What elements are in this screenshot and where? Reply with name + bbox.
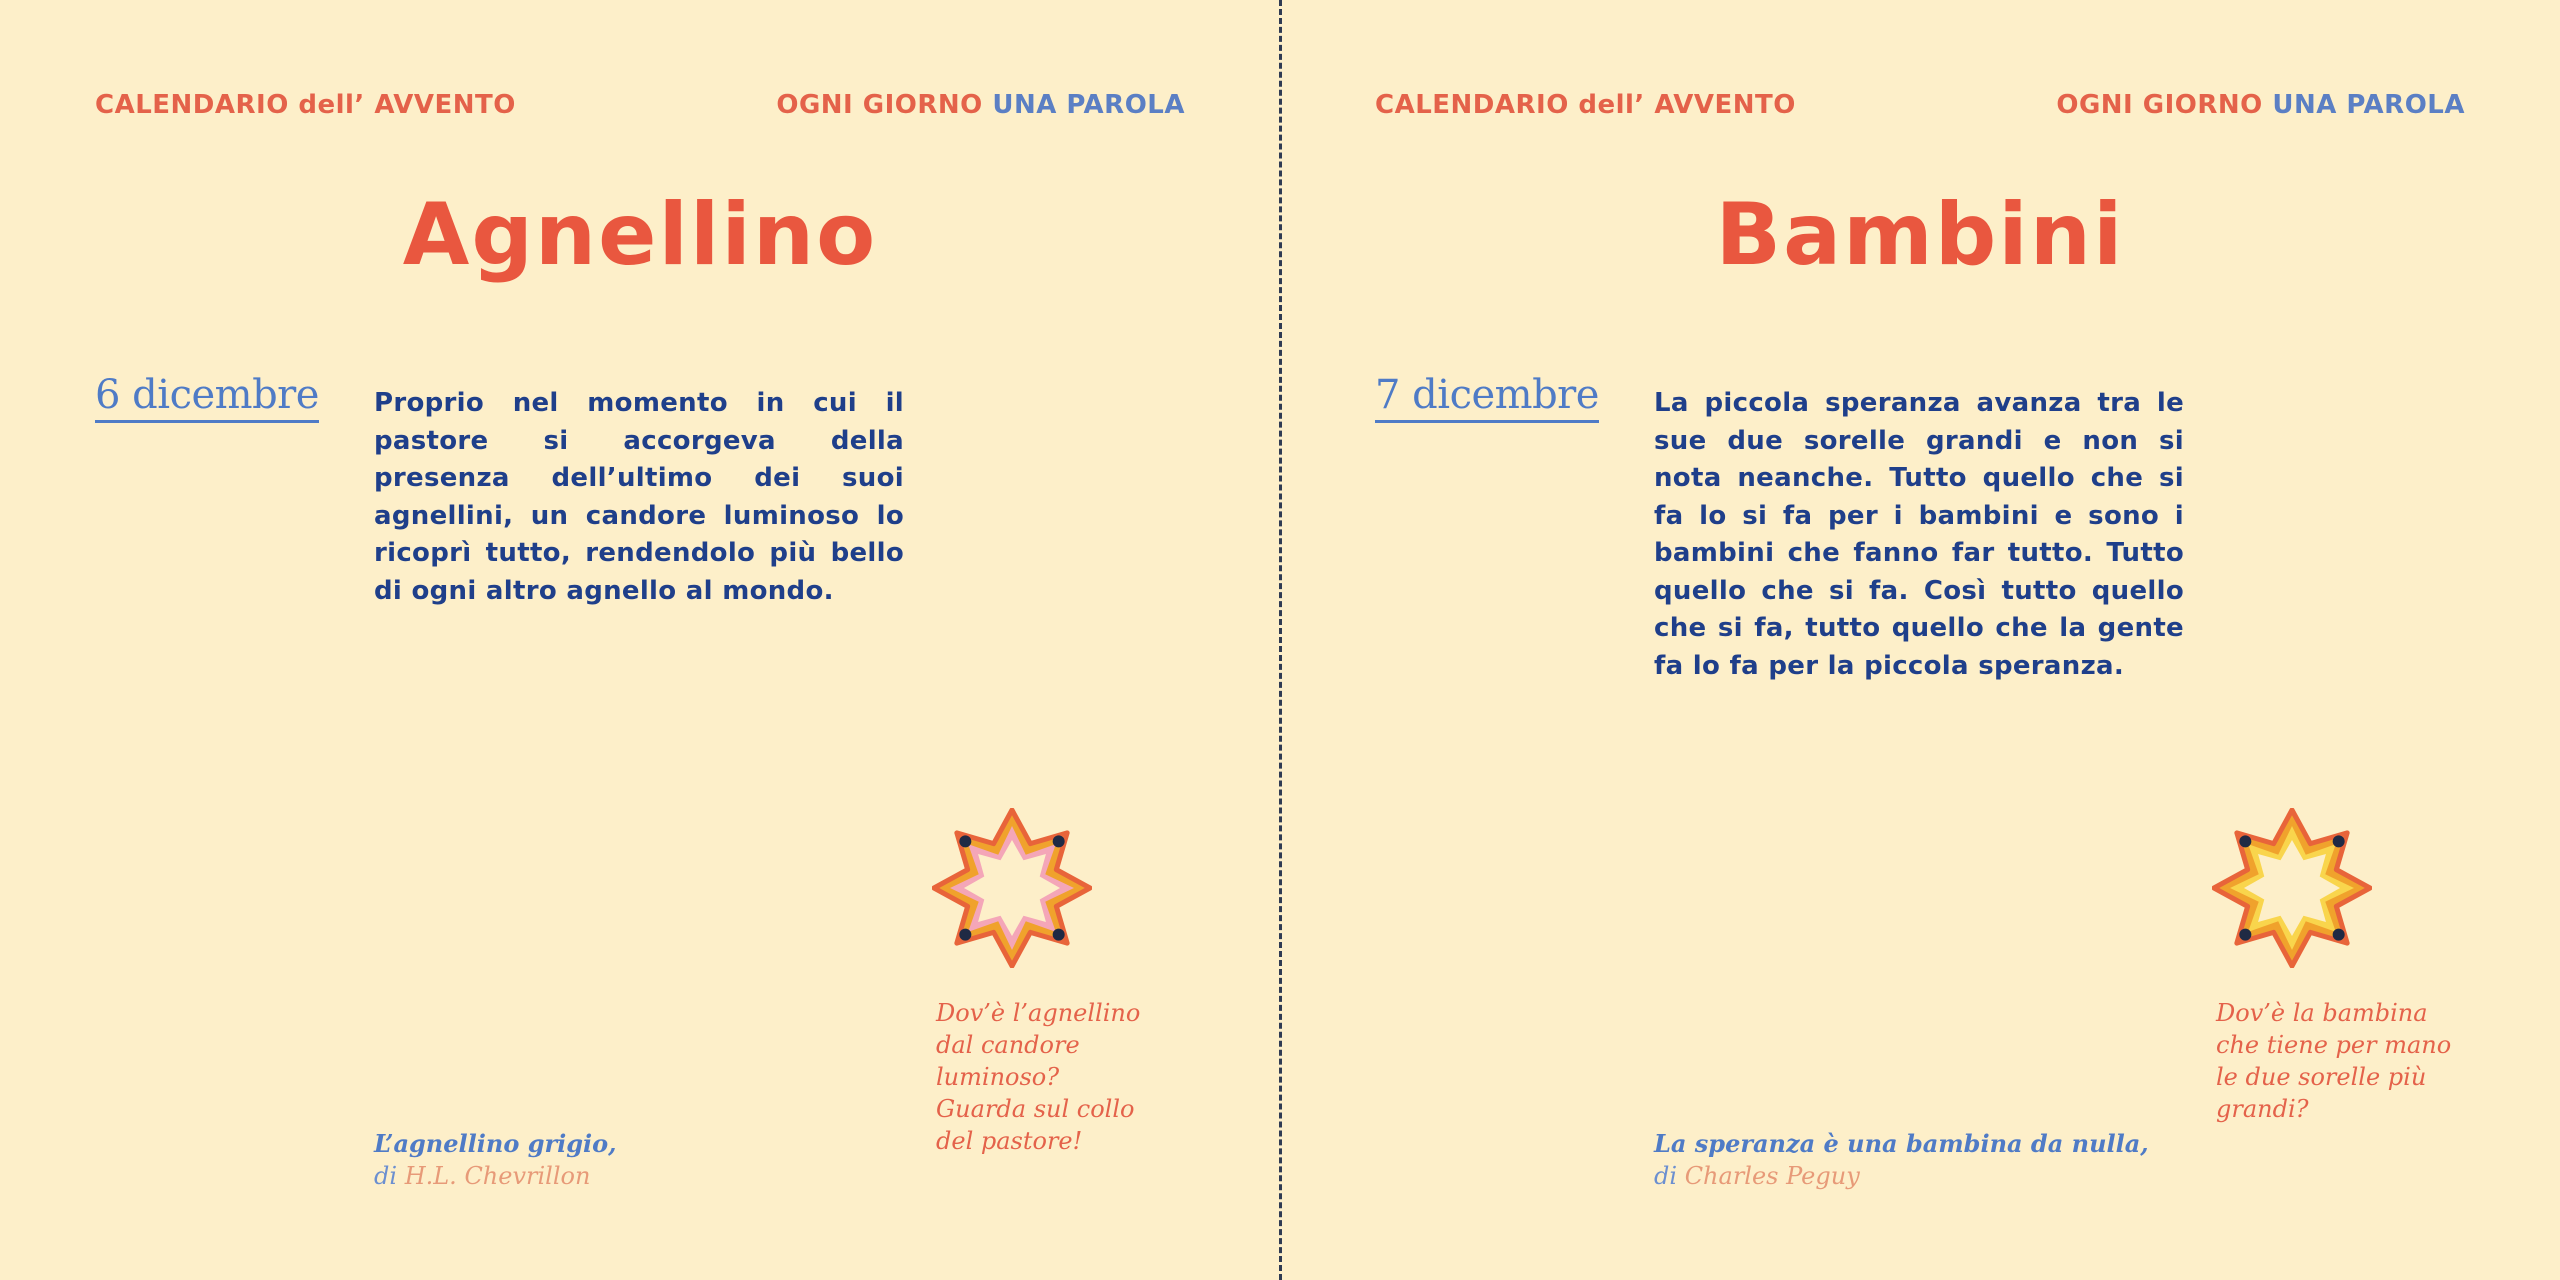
source-di: di <box>374 1162 398 1190</box>
caption-line: del pastore! <box>936 1127 1083 1155</box>
star-dot <box>1053 835 1065 847</box>
caption-line: che tiene per mano <box>2216 1031 2452 1059</box>
page-7-dicembre <box>1280 0 2560 1280</box>
page-title: Agnellino <box>402 185 878 285</box>
date-label: 7 dicembre <box>1375 372 1599 423</box>
caption-line: Dov’è la bambina <box>2216 999 2428 1027</box>
source-di: di <box>1654 1162 1678 1190</box>
caption-line: luminoso? <box>936 1063 1060 1091</box>
star-dot <box>2239 835 2251 847</box>
caption-line: Guarda sul collo <box>936 1095 1135 1123</box>
star-dot <box>1053 929 1065 941</box>
motto-blue: UNA PAROLA <box>992 90 1185 120</box>
hint-caption <box>936 997 1176 1157</box>
caption-line: le due sorelle più <box>2216 1063 2427 1091</box>
star-dot <box>959 929 971 941</box>
star-dot <box>2333 929 2345 941</box>
star-dot <box>959 835 971 847</box>
star-icon-pink <box>932 808 1092 968</box>
calendar-header: CALENDARIO dell’ AVVENTO <box>95 90 516 120</box>
book-title: L’agnellino grigio, <box>374 1129 617 1158</box>
star-dot <box>2239 929 2251 941</box>
hint-caption <box>2216 997 2456 1125</box>
motto-red: OGNI GIORNO <box>776 90 983 120</box>
story-text: La piccola speranza avanza tra le sue due sorelle grandi e non si nota neanche. Tutto quello che si fa lo si fa per i bambini e sono i bambini che fanno far tutto. Tutto quello che si fa. Così tutto quello che si fa, tutto quello che la gente fa lo fa per la piccola speranza. <box>1654 388 2184 681</box>
star-dot <box>2333 835 2345 847</box>
motto-header <box>2056 90 2465 120</box>
book-source <box>374 1128 617 1192</box>
motto-header <box>776 90 1185 120</box>
caption-line: dal candore <box>936 1031 1080 1059</box>
page-title: Bambini <box>1715 185 2125 285</box>
caption-line: grandi? <box>2216 1095 2309 1123</box>
book-source <box>1654 1128 2149 1192</box>
star-icon-yellow <box>2212 808 2372 968</box>
calendar-header: CALENDARIO dell’ AVVENTO <box>1375 90 1796 120</box>
book-title: La speranza è una bambina da nulla, <box>1654 1129 2149 1158</box>
motto-red: OGNI GIORNO <box>2056 90 2263 120</box>
book-author: Charles Peguy <box>1684 1162 1860 1190</box>
caption-line: Dov’è l’agnellino <box>936 999 1141 1027</box>
story-text: Proprio nel momento in cui il pastore si accorgeva della presenza dell’ultimo dei suoi agnellini, un candore luminoso lo ricoprì tutto, rendendolo più bello di ogni altro agnello al mondo. <box>374 388 904 606</box>
book-author: H.L. Chevrillon <box>404 1162 591 1190</box>
date-label: 6 dicembre <box>95 372 319 423</box>
motto-blue: UNA PAROLA <box>2272 90 2465 120</box>
